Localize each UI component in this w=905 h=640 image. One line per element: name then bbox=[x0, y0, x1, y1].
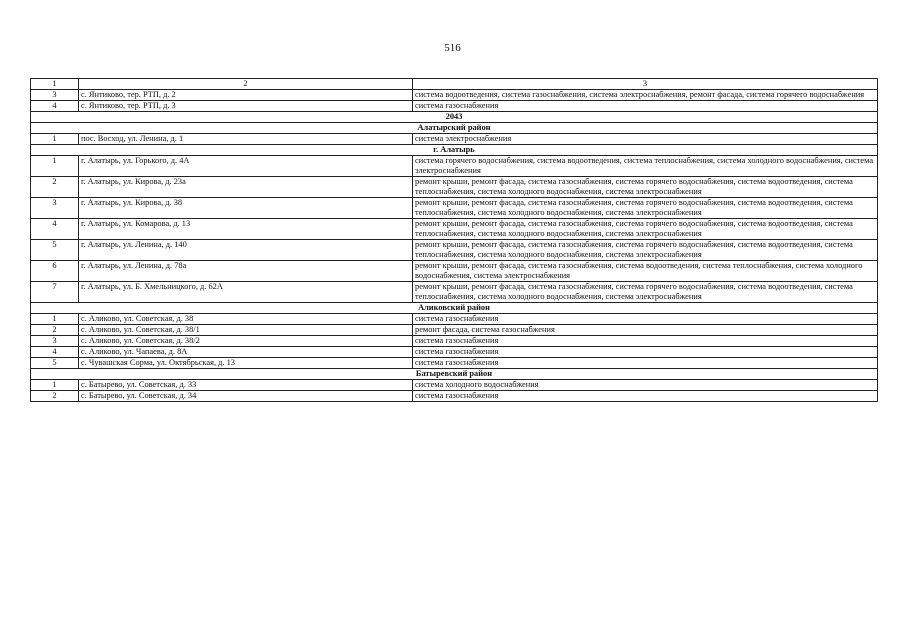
row-works: ремонт крыши, ремонт фасада, система газоснабжения, система водоотведения, система теплоснабжения, система холодного водоснабжения, система электроснабжения bbox=[413, 261, 878, 282]
row-works: система электроснабжения bbox=[413, 134, 878, 145]
row-number: 4 bbox=[31, 219, 79, 240]
row-address: г. Алатырь, ул. Ленина, д. 78а bbox=[79, 261, 413, 282]
table-row bbox=[31, 219, 878, 240]
table-row bbox=[31, 358, 878, 369]
section-title: Батыревский район bbox=[31, 369, 878, 380]
table-row bbox=[31, 156, 878, 177]
row-number: 6 bbox=[31, 261, 79, 282]
row-number: 2 bbox=[31, 177, 79, 198]
table-row bbox=[31, 240, 878, 261]
row-address: с. Аликово, ул. Чапаева, д. 8А bbox=[79, 347, 413, 358]
section-row bbox=[31, 145, 878, 156]
table-row bbox=[31, 177, 878, 198]
row-number: 5 bbox=[31, 240, 79, 261]
row-number: 5 bbox=[31, 358, 79, 369]
row-number: 1 bbox=[31, 314, 79, 325]
row-works: ремонт крыши, ремонт фасада, система газоснабжения, система горячего водоснабжения, система водоотведения, система теплоснабжения, система холодного водоснабжения, система электроснабжения bbox=[413, 177, 878, 198]
row-works: система газоснабжения bbox=[413, 101, 878, 112]
row-address: г. Алатырь, ул. Кирова, д. 23а bbox=[79, 177, 413, 198]
row-number: 1 bbox=[31, 156, 79, 177]
table-row bbox=[31, 314, 878, 325]
column-header-number: 1 bbox=[31, 79, 79, 90]
table-row bbox=[31, 282, 878, 303]
row-works: система горячего водоснабжения, система водоотведения, система теплоснабжения, система холодного водоснабжения, система электроснабжения bbox=[413, 156, 878, 177]
section-row bbox=[31, 369, 878, 380]
table-header-row bbox=[31, 79, 878, 90]
page-number: 516 bbox=[444, 42, 461, 54]
column-header-works: 3 bbox=[413, 79, 878, 90]
table-body bbox=[31, 79, 878, 402]
row-number: 7 bbox=[31, 282, 79, 303]
table-row bbox=[31, 380, 878, 391]
row-works: ремонт крыши, ремонт фасада, система газоснабжения, система горячего водоснабжения, система водоотведения, система теплоснабжения, система холодного водоснабжения, система электроснабжения bbox=[413, 282, 878, 303]
section-row bbox=[31, 123, 878, 134]
row-works: система газоснабжения bbox=[413, 314, 878, 325]
row-works: система холодного водоснабжения bbox=[413, 380, 878, 391]
row-address: с. Аликово, ул. Советская, д. 38/1 bbox=[79, 325, 413, 336]
row-number: 2 bbox=[31, 325, 79, 336]
row-works: ремонт крыши, ремонт фасада, система газоснабжения, система горячего водоснабжения, система водоотведения, система теплоснабжения, система холодного водоснабжения, система электроснабжения bbox=[413, 219, 878, 240]
section-title: Аликовский район bbox=[31, 303, 878, 314]
row-address: с. Янтиково, тер. РТП, д. 2 bbox=[79, 90, 413, 101]
section-title: 2043 bbox=[31, 112, 878, 123]
row-works: система газоснабжения bbox=[413, 391, 878, 402]
row-works: ремонт крыши, ремонт фасада, система газоснабжения, система горячего водоснабжения, система водоотведения, система теплоснабжения, система холодного водоснабжения, система электроснабжения bbox=[413, 198, 878, 219]
repair-works-table bbox=[30, 78, 878, 402]
row-address: с. Аликово, ул. Советская, д. 38/2 bbox=[79, 336, 413, 347]
table-row bbox=[31, 134, 878, 145]
row-works: система газоснабжения bbox=[413, 347, 878, 358]
row-address: г. Алатырь, ул. Ленина, д. 140 bbox=[79, 240, 413, 261]
table-row bbox=[31, 336, 878, 347]
row-address: с. Чувашская Сорма, ул. Октябрьская, д. 13 bbox=[79, 358, 413, 369]
row-number: 4 bbox=[31, 101, 79, 112]
table-row bbox=[31, 90, 878, 101]
row-address: г. Алатырь, ул. Горького, д. 4А bbox=[79, 156, 413, 177]
row-works: система газоснабжения bbox=[413, 336, 878, 347]
row-number: 3 bbox=[31, 336, 79, 347]
table-row bbox=[31, 261, 878, 282]
row-number: 3 bbox=[31, 90, 79, 101]
row-number: 3 bbox=[31, 198, 79, 219]
table-row bbox=[31, 391, 878, 402]
row-address: г. Алатырь, ул. Б. Хмельницкого, д. 62А bbox=[79, 282, 413, 303]
table-row bbox=[31, 101, 878, 112]
row-works: система водоотведения, система газоснабжения, система электроснабжения, ремонт фасада, система горячего водоснабжения bbox=[413, 90, 878, 101]
table-row bbox=[31, 198, 878, 219]
row-works: ремонт крыши, ремонт фасада, система газоснабжения, система горячего водоснабжения, система водоотведения, система теплоснабжения, система холодного водоснабжения, система электроснабжения bbox=[413, 240, 878, 261]
row-address: пос. Восход, ул. Ленина, д. 1 bbox=[79, 134, 413, 145]
row-address: с. Аликово, ул. Советская, д. 38 bbox=[79, 314, 413, 325]
section-row bbox=[31, 112, 878, 123]
section-title: г. Алатырь bbox=[31, 145, 878, 156]
row-number: 2 bbox=[31, 391, 79, 402]
row-address: с. Батырево, ул. Советская, д. 33 bbox=[79, 380, 413, 391]
row-address: с. Батырево, ул. Советская, д. 34 bbox=[79, 391, 413, 402]
section-title: Алатырский район bbox=[31, 123, 878, 134]
table-row bbox=[31, 347, 878, 358]
row-address: с. Янтиково, тер. РТП, д. 3 bbox=[79, 101, 413, 112]
row-address: г. Алатырь, ул. Кирова, д. 38 bbox=[79, 198, 413, 219]
row-address: г. Алатырь, ул. Комарова, д. 13 bbox=[79, 219, 413, 240]
row-number: 1 bbox=[31, 134, 79, 145]
section-row bbox=[31, 303, 878, 314]
row-works: система газоснабжения bbox=[413, 358, 878, 369]
table-row bbox=[31, 325, 878, 336]
column-header-address: 2 bbox=[79, 79, 413, 90]
row-works: ремонт фасада, система газоснабжения bbox=[413, 325, 878, 336]
row-number: 4 bbox=[31, 347, 79, 358]
row-number: 1 bbox=[31, 380, 79, 391]
